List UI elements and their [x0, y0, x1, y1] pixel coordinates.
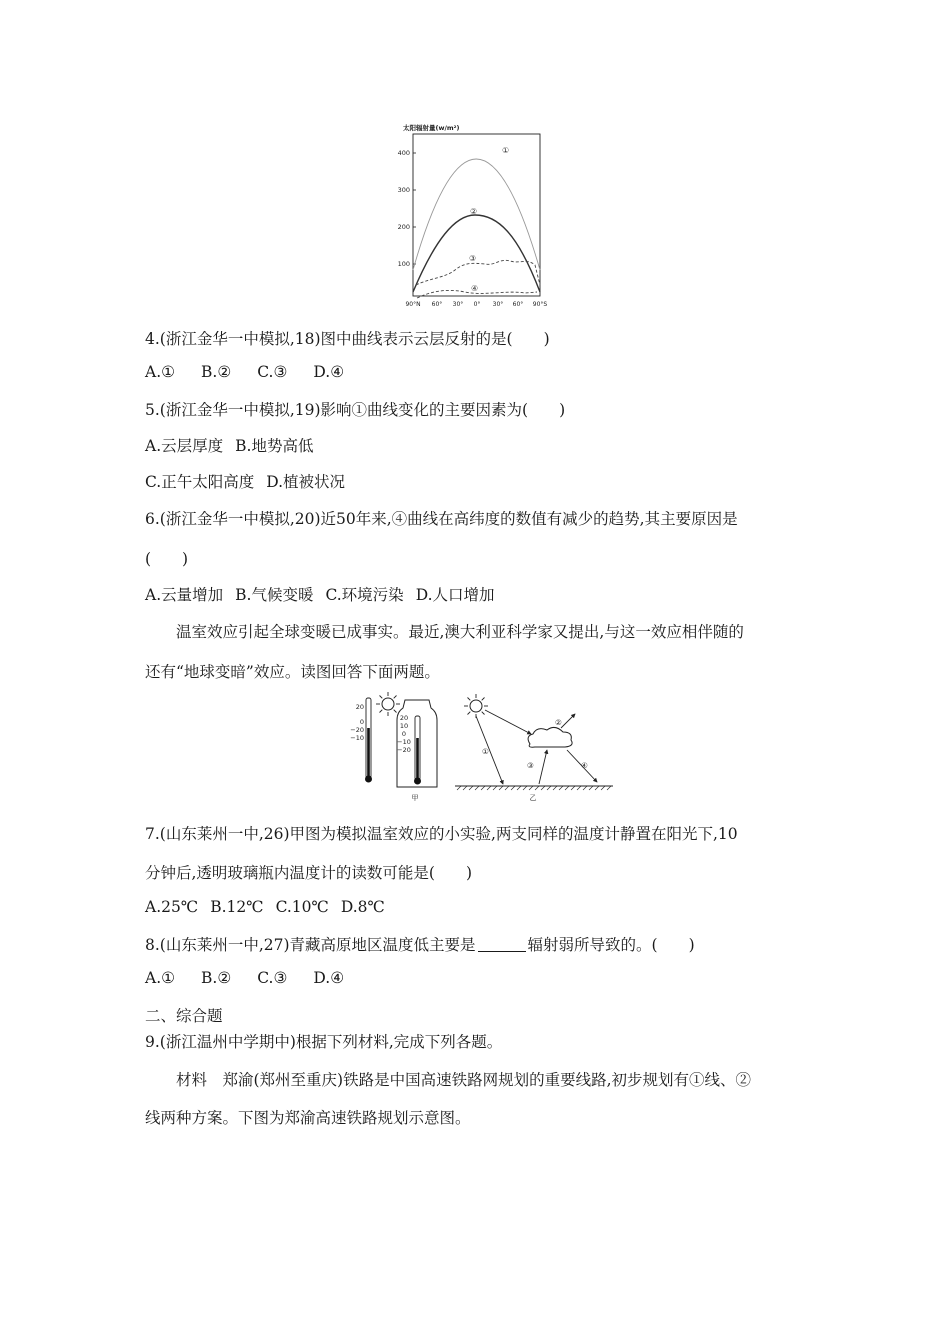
q5-option-a[interactable]: A.云层厚度 — [145, 437, 224, 455]
ytick-label: 400 — [397, 149, 410, 157]
jar-tick: −20 — [397, 746, 411, 754]
section-title: 二、综合题 — [145, 1007, 223, 1025]
q7-option-b[interactable]: B.12℃ — [210, 898, 264, 916]
q8-options — [145, 969, 370, 987]
q5-options-row1 — [145, 434, 325, 456]
q5-option-d[interactable]: D.植被状况 — [266, 473, 346, 491]
q9-material-line1: 材料 郑渝(郑州至重庆)铁路是中国高速铁路网规划的重要线路,初步规划有①线、② — [176, 1071, 752, 1089]
q4-options — [145, 363, 370, 381]
q6-option-c[interactable]: C.环境污染 — [325, 586, 404, 604]
curve-3 — [416, 260, 540, 285]
q7-option-a[interactable]: A.25℃ — [145, 898, 199, 916]
curve-label: ② — [470, 207, 478, 216]
xtick-label: 60° — [431, 301, 443, 308]
q8-stem — [145, 933, 695, 955]
q8-option-b[interactable]: B.② — [201, 969, 232, 987]
arrow-sun-cloud — [485, 710, 531, 734]
q4-option-b[interactable]: B.② — [201, 363, 232, 381]
q6-stem-cont: ( ) — [145, 550, 189, 568]
thermo-tick: 0 — [359, 718, 364, 726]
glass-jar — [397, 700, 437, 802]
q8-blank[interactable] — [478, 937, 526, 952]
curve-label: ③ — [469, 254, 477, 263]
q6-option-a[interactable]: A.云量增加 — [145, 586, 224, 604]
xtick-label: 90°N — [405, 301, 421, 308]
q4-option-d[interactable]: D.④ — [313, 363, 345, 381]
xtick-label: 30° — [452, 301, 464, 308]
jar-tick: −10 — [397, 738, 411, 746]
arrow-label: ③ — [527, 761, 534, 770]
q7-option-d[interactable]: D.8℃ — [340, 898, 385, 916]
q9-material-line2: 线两种方案。下图为郑渝高速铁路规划示意图。 — [145, 1109, 471, 1127]
outdoor-thermometer — [350, 698, 372, 783]
q6-options — [145, 583, 507, 605]
q9-stem: 9.(浙江温州中学期中)根据下列材料,完成下列各题。 — [145, 1033, 503, 1051]
q8-stem-after: 辐射弱所导致的。( ) — [527, 936, 695, 954]
q4-option-c[interactable]: C.③ — [257, 363, 288, 381]
jar-tick: 0 — [401, 730, 407, 738]
q5-option-b[interactable]: B.地势高低 — [235, 437, 314, 455]
xtick-label: 0° — [473, 301, 481, 308]
q5-options-row2 — [145, 470, 357, 492]
xtick-label: 30° — [492, 301, 504, 308]
curve-label: ④ — [471, 284, 479, 293]
xtick-label: 90°S — [532, 301, 548, 308]
arrow-3 — [539, 750, 547, 784]
solar-radiation-chart — [395, 120, 553, 320]
q7-option-c[interactable]: C.10℃ — [275, 898, 329, 916]
q5-option-c[interactable]: C.正午太阳高度 — [145, 473, 255, 491]
xtick-label: 60° — [512, 301, 524, 308]
q5-stem: 5.(浙江金华一中模拟,19)影响①曲线变化的主要因素为( ) — [145, 401, 566, 419]
intro-line1: 温室效应引起全球变暖已成事实。最近,澳大利亚科学家又提出,与这一效应相伴随的 — [176, 623, 744, 641]
q6-option-d[interactable]: D.人口增加 — [415, 586, 495, 604]
q8-option-a[interactable]: A.① — [145, 969, 176, 987]
arrow-2 — [561, 714, 575, 728]
arrow-label: ② — [555, 718, 562, 727]
sun-icon — [376, 692, 400, 716]
jar-tick: 10 — [399, 722, 409, 730]
curve-2 — [413, 215, 540, 292]
q7-options — [145, 898, 397, 916]
q8-option-c[interactable]: C.③ — [257, 969, 288, 987]
q6-option-b[interactable]: B.气候变暖 — [235, 586, 314, 604]
arrow-label: ① — [482, 747, 489, 756]
greenhouse-figure — [335, 690, 615, 805]
jar-tick: 20 — [399, 714, 409, 722]
thermo-tick: 20 — [355, 703, 364, 711]
thermo-tick: −10 — [350, 734, 364, 742]
arrow-1 — [476, 716, 503, 784]
label-jia: 甲 — [411, 794, 419, 802]
cloud-icon — [528, 727, 572, 747]
q4-option-a[interactable]: A.① — [145, 363, 176, 381]
label-yi: 乙 — [529, 794, 537, 802]
chart-ylabel: 太阳辐射量(w/m²) — [403, 124, 460, 132]
ytick-label: 100 — [397, 260, 410, 268]
q7-stem-line2: 分钟后,透明玻璃瓶内温度计的读数可能是( ) — [145, 864, 473, 882]
sun-icon — [464, 694, 488, 718]
q8-option-d[interactable]: D.④ — [313, 969, 345, 987]
ytick-label: 300 — [397, 186, 410, 194]
q4-stem: 4.(浙江金华一中模拟,18)图中曲线表示云层反射的是( ) — [145, 330, 550, 348]
ground — [455, 786, 613, 790]
intro-line2: 还有“地球变暗”效应。读图回答下面两题。 — [145, 663, 440, 681]
curve-label: ① — [502, 146, 510, 155]
q8-stem-before: 8.(山东莱州一中,27)青藏高原地区温度低主要是 — [145, 936, 476, 954]
thermo-tick: −20 — [350, 726, 364, 734]
q6-stem: 6.(浙江金华一中模拟,20)近50年来,④曲线在高纬度的数值有减少的趋势,其主要原因是 — [145, 510, 738, 528]
q7-stem-line1: 7.(山东莱州一中,26)甲图为模拟温室效应的小实验,两支同样的温度计静置在阳光下,10 — [145, 825, 738, 843]
arrow-label: ④ — [581, 761, 588, 770]
ytick-label: 200 — [397, 223, 410, 231]
